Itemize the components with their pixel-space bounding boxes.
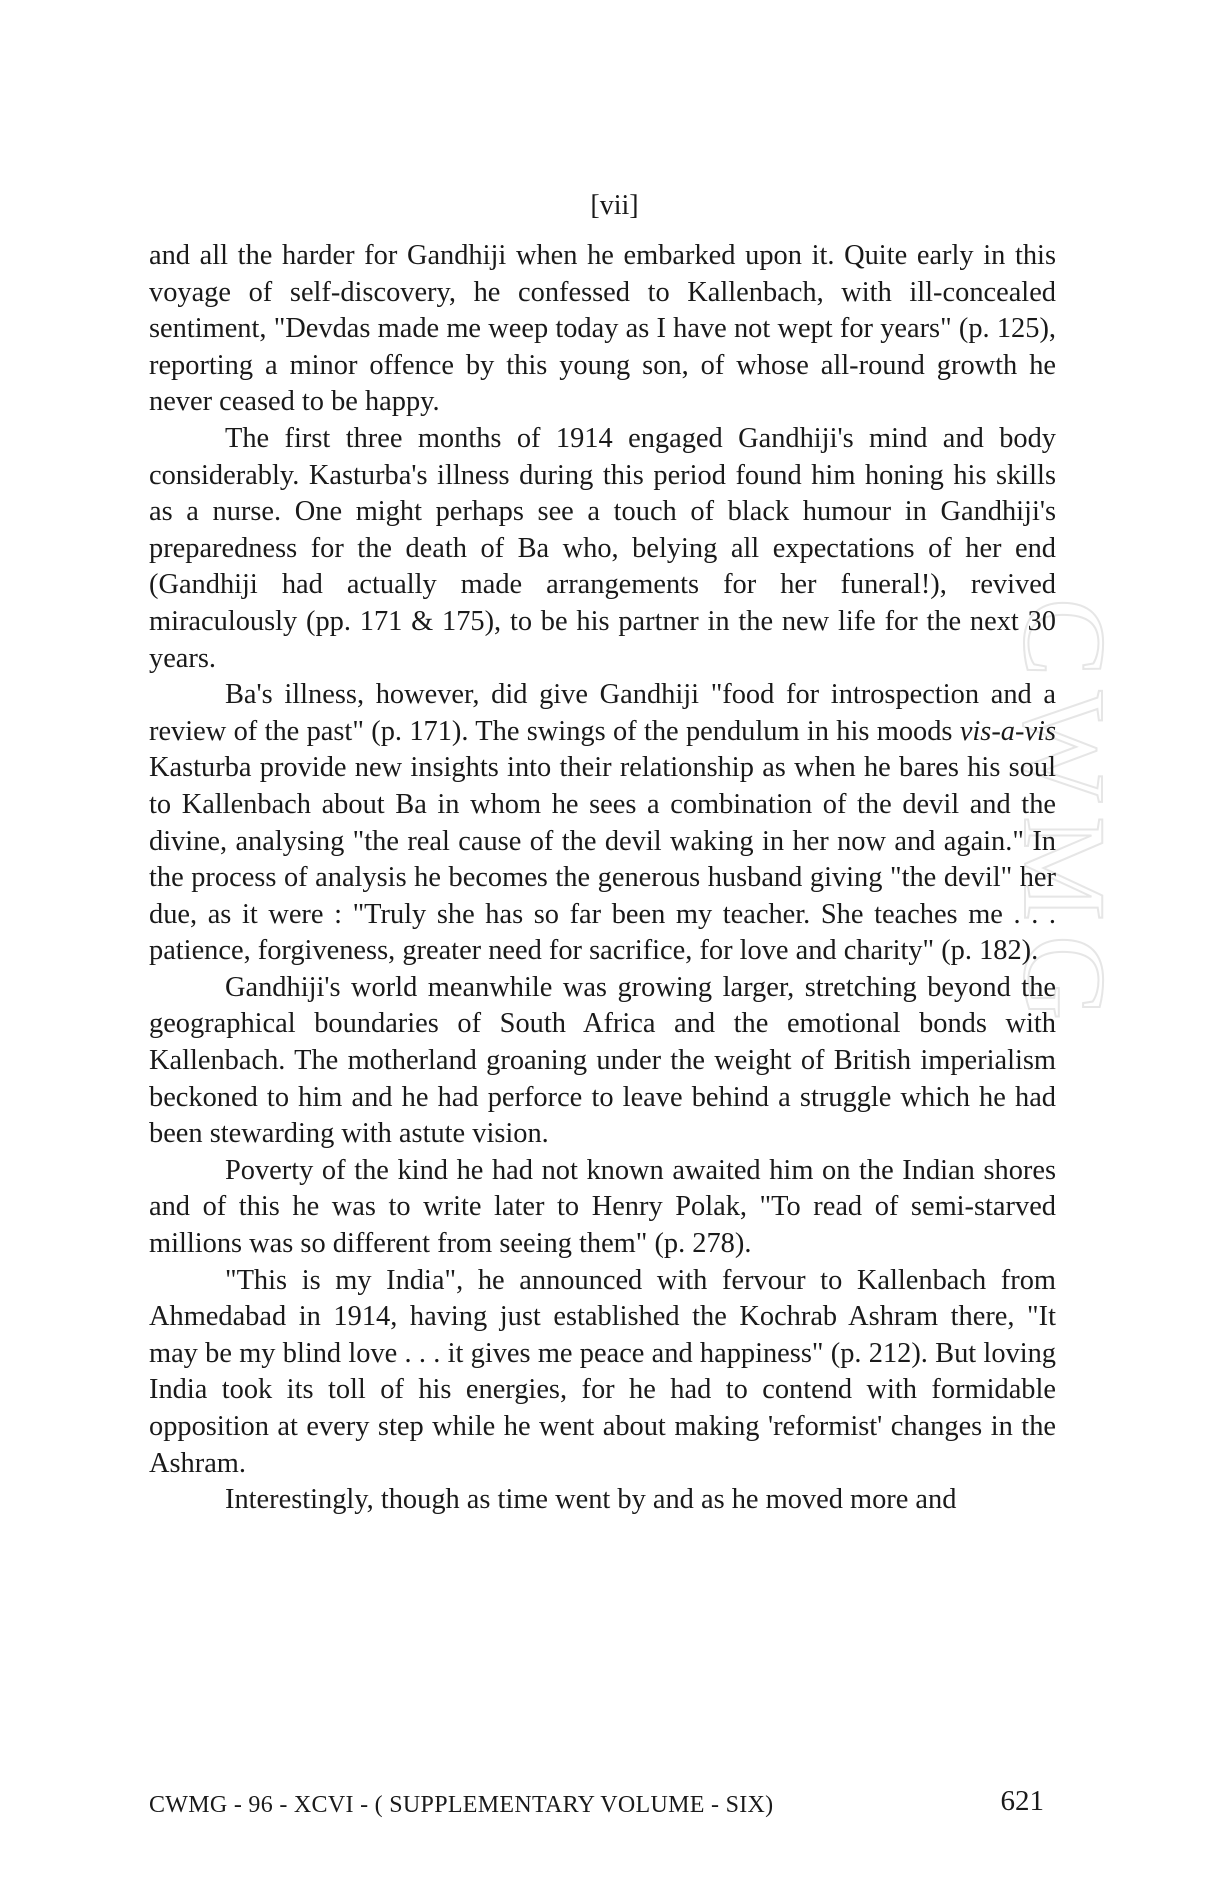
paragraph-3-italic: vis-a-vis: [959, 715, 1056, 747]
paragraph-3-part-1: Ba's illness, however, did give Gandhiji "food for introspection and a review of the past" (p. 171). The swings of the pendulum in his moods: [149, 679, 1056, 747]
paragraph-5: Poverty of the kind he had not known awaited him on the Indian shores and of this he was to write later to Henry Polak, "To read of semi-starved millions was so different from seeing them" (p. 278).: [149, 1154, 1056, 1260]
body-text: [149, 238, 1056, 1519]
paragraph-1: and all the harder for Gandhiji when he embarked upon it. Quite early in this voyage of self-discovery, he confessed to Kallenbach, with ill-concealed sentiment, "Devdas made me weep today as I have not wept for years" (p. 125), reporting a minor offence by this young son, of whose all-round growth he never ceased to be happy.: [149, 240, 1056, 418]
paragraph-4: Gandhiji's world meanwhile was growing larger, stretching beyond the geographical boundaries of South Africa and the emotional bonds with Kallenbach. The motherland groaning under the weight of British imperialism beckoned to him and he had perforce to leave behind a struggle which he had been stewarding with astute vision.: [149, 971, 1056, 1150]
paragraph-3: [149, 677, 1056, 970]
paragraph-6: "This is my India", he announced with fervour to Kallenbach from Ahmedabad in 1914, having just established the Kochrab Ashram there, "It may be my blind love . . . it gives me peace and happiness" (p. 212). But loving India took its toll of his energies, for he had to contend with formidable opposition at every step while he went about making 'reformist' changes in the Ashram.: [149, 1264, 1056, 1479]
paragraph-2: The first three months of 1914 engaged Gandhiji's mind and body considerably. Kasturba's illness during this period found him honing his skills as a nurse. One might perhaps see a touch of black humour in Gandhiji's preparedness for the death of Ba who, belying all expectations of her end (Gandhiji had actually made arrangements for her funeral!), revived miraculously (pp. 171 & 175), to be his partner in the new life for the next 30 years.: [149, 422, 1056, 674]
paragraph-7: Interestingly, though as time went by and as he moved more and: [225, 1484, 957, 1516]
svg-text:CWMG: CWMG: [999, 598, 1105, 1035]
footer-volume-label: CWMG - 96 - XCVI - ( SUPPLEMENTARY VOLUME - SIX): [149, 1792, 774, 1818]
page-footer: [149, 1787, 1056, 1823]
page-header: [vii]: [590, 190, 639, 221]
paragraph-3-part-2: Kasturba provide new insights into their relationship as when he bares his soul to Kallenbach about Ba in whom he sees a combination of the devil and the divine, analysing "the real cause of the devil waking in her now and again." In the process of analysis he becomes the generous husband giving "the devil" her due, as it were : "Truly she has so far been my teacher. She teaches me . . . patience, forgiveness, greater need for sacrifice, for love and charity" (p. 182).: [149, 752, 1056, 967]
page-number: 621: [1000, 1785, 1044, 1817]
